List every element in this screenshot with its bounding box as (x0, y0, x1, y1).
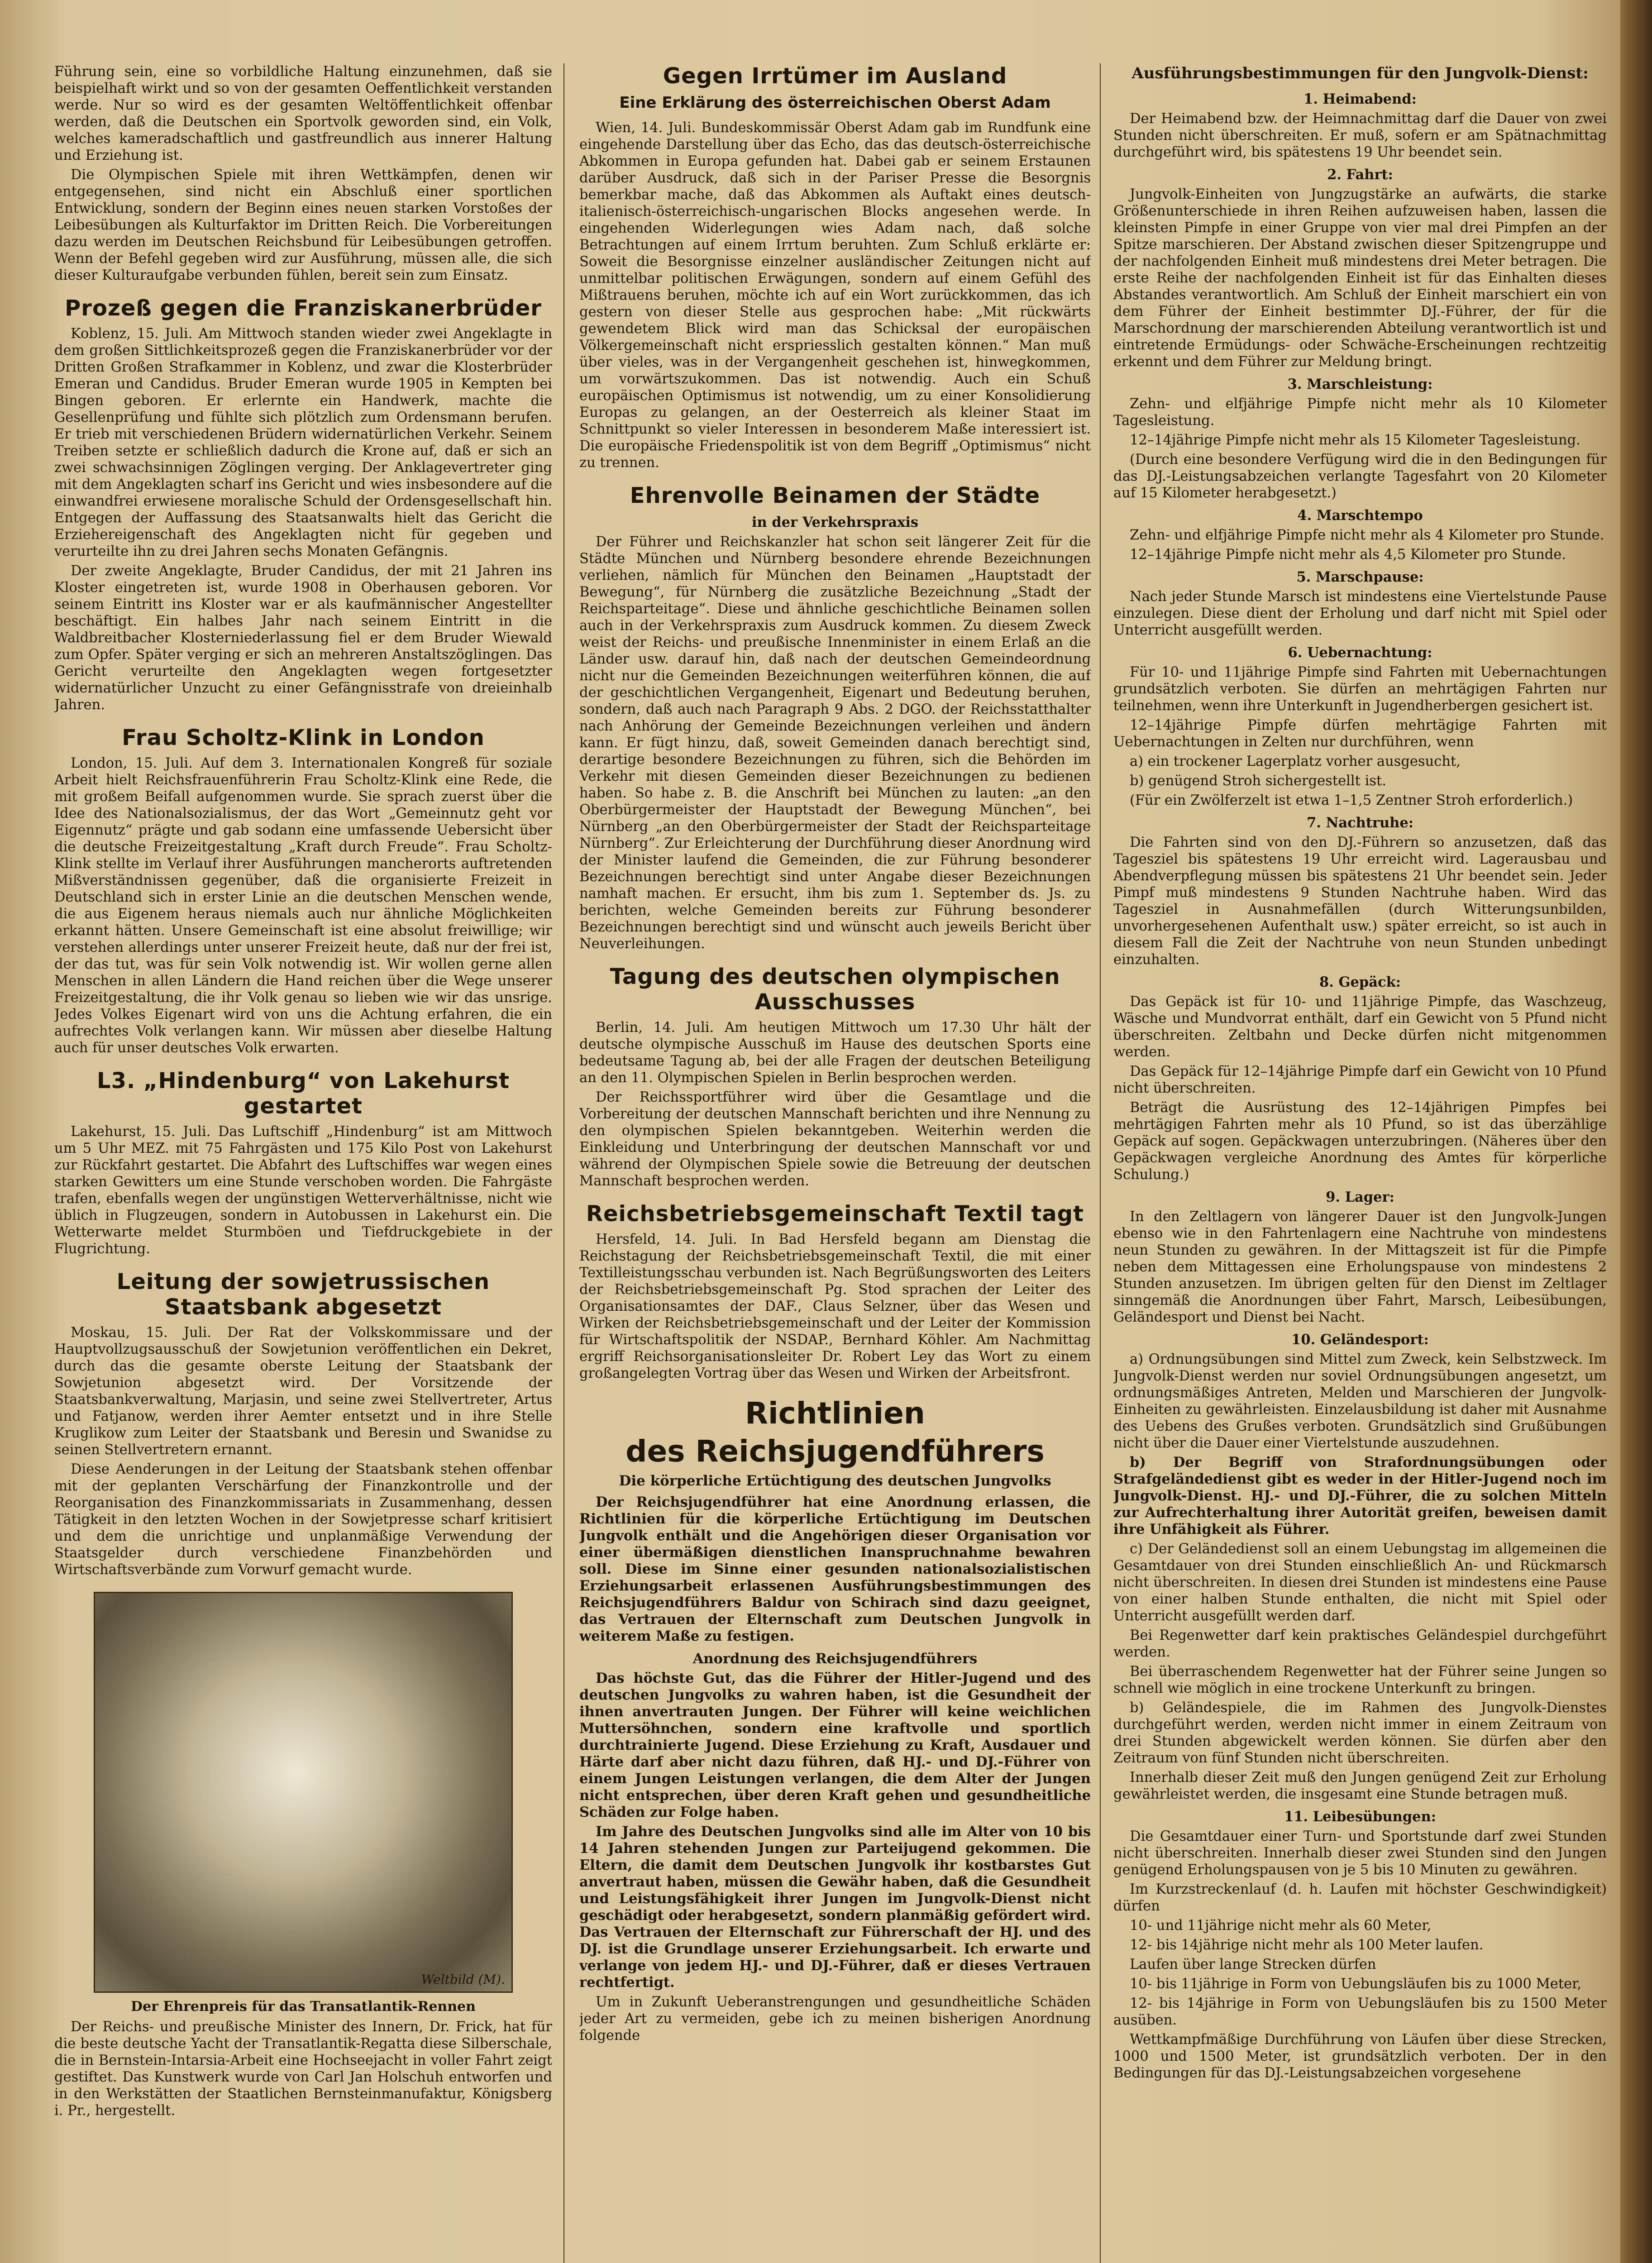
photo-credit: Weltbild (M). (421, 1972, 505, 1987)
section-gepaeck: 8. Gepäck: (1319, 974, 1401, 990)
photo-caption: Der Ehrenpreis für das Transatlantik-Rennen (131, 1999, 476, 2015)
headline-irrtuemer: Gegen Irrtümer im Ausland (663, 63, 1007, 89)
section-marschtempo: 4. Marschtempo (1297, 507, 1423, 524)
leibesuebungen-paragraph-2: Im Kurzstreckenlauf (d. h. Laufen mit höchster Geschwindigkeit) dürfen (1113, 1881, 1607, 1914)
leibesuebungen-paragraph-1: Die Gesamtdauer einer Turn- und Sportstunde darf zwei Stunden nicht überschreiten. Innerhalb dieser zwei Stunden sind den Jungen genügend Erholungspausen von je 5 bis 10 Minuten zu gewähren. (1113, 1829, 1607, 1878)
lager-paragraph: In den Zeltlagern von längerer Dauer ist den Jungvolk-Jungen ebenso wie in den Fahrtenlagern eine Nachtruhe von mindestens neun Stunden zu gewähren. In der Mittagszeit ist für die Pimpfe neben dem Mittagessen eine Erholungspause von mindestens 2 Stunden anzusetzen. Im übrigen gelten für den Dienst im Zeltlager sinngemäß die Anordnungen über Fahrt, Marsch, Leibesübungen, Geländesport und Dienst bei Nacht. (1113, 1209, 1607, 1325)
marschtempo-line-1: Zehn- und elfjährige Pimpfe nicht mehr als 4 Kilometer pro Stunde. (1130, 527, 1604, 543)
section-marschleistung: 3. Marschleistung: (1287, 376, 1433, 392)
subhead-ertuechtigung: Die körperliche Ertüchtigung des deutschen Jungvolks (619, 1473, 1051, 1489)
textil-paragraph: Hersfeld, 14. Juli. In Bad Hersfeld begann am Dienstag die Reichstagung der Reichsbetriebsgemeinschaft Textil, die mit einer Textilleistungsschau verbunden ist. Nach Begrüßungsworten des Leiters der Reichsbetriebsgemeinschaft Pg. Stod sprachen der Leiter des Organisationsamtes der DAF., Claus Selzner, über das Wesen und Wirken der Reichsbetriebsgemeinschaft und der Leiter der Kommission für Wirtschaftspolitik der NSDAP., Bernhard Köhler. Am Nachmittag ergriff Reichsorganisationsleiter Dr. Robert Ley das Wort zu einem großangelegten Vortrag über das Wesen und Wirken der Arbeitsfront. (579, 1232, 1091, 1381)
hindenburg-paragraph: Lakehurst, 15. Juli. Das Luftschiff „Hindenburg“ ist am Mittwoch um 5 Uhr MEZ. mit 75 Fahrgästen und 175 Kilo Post von Lakehurst zur Rückfahrt gestartet. Die Abfahrt des Luftschiffes war wegen eines starken Gewitters um eine Stunde verschoben worden. Die Fahrgäste trafen, ebenfalls wegen der ungünstigen Wetterverhältnisse, nicht wie üblich in Flugzeugen, sondern in Autobussen in Lakehurst ein. Die Wetterwarte meldet Sturmböen und Tiefdruckgebiete in der Flugrichtung. (54, 1124, 552, 1257)
leibesuebungen-paragraph-last: Wettkampfmäßige Durchführung von Läufen über diese Strecken, 1000 und 1500 Meter, ist grundsätzlich verboten. Der in den Bedingungen für das DJ.-Leistungsabzeichen vorgesehene (1113, 2032, 1607, 2081)
uebernachtung-item-a: a) ein trockener Lagerplatz vorher ausgesucht, (1130, 754, 1461, 769)
leibesuebungen-line-1: 10- und 11jährige nicht mehr als 60 Meter, (1130, 1918, 1432, 1934)
page-binding-edge (1620, 0, 1652, 2263)
heimabend-paragraph: Der Heimabend bzw. der Heimnachmittag darf die Dauer von zwei Stunden nicht überschreiten. Er muß, sofern er am Spätnachmittag durchgeführt wird, bis spätestens 19 Uhr beendet sein. (1113, 111, 1607, 160)
gepaeck-paragraph-1: Das Gepäck ist für 10- und 11jährige Pimpfe, das Waschzeug, Wäsche und Mundvorrat enthält, darf ein Gewicht von 5 Pfund nicht überschreiten. Zeltbahn und Decke dürfen nicht mitgenommen werden. (1113, 994, 1607, 1060)
tagung-paragraph-2: Der Reichssportführer wird über die Gesamtlage und die Vorbereitung der deutschen Mannschaft berichten und ihre Nennung zu den olympischen Spielen bekanntgeben. Weiterhin werden die Einkleidung und Unterbringung der deutschen Mannschaft vor und während der Olympischen Spiele sowie die Betreuung der deutschen Mannschaft besprochen werden. (579, 1089, 1091, 1189)
column-rule-2 (1100, 63, 1101, 2263)
beinamen-paragraph: Der Führer und Reichskanzler hat schon seit längerer Zeit für die Städte München und Nürnberg besondere ehrende Bezeichnungen verliehen, nämlich für München den Beinamen „Hauptstadt der Bewegung“, für Nürnberg die zusätzliche Bezeichnung „Stadt der Reichsparteitage“. Diese und ähnliche geschichtliche Beinamen sollen auch in der Verkehrspraxis zum Ausdruck kommen. Zu diesem Zweck weist der Reichs- und preußische Innenminister in einem Erlaß an die Länder usw. darauf hin, daß nach der deutschen Gemeindeordnung nicht nur die Gemeinden Bezeichnungen weiterführen können, die auf der geschichtlichen Vergangenheit, Eigenart und Bedeutung beruhen, sondern, daß auch nach Paragraph 9 Abs. 2 DGO. der Reichsstatthalter nach Anhörung der Gemeinde Bezeichnungen verleihen und ändern kann. Er fügt hinzu, daß, soweit Gemeinden danach berechtigt sind, derartige besondere Bezeichnungen zu führen, sich die Behörden im Verkehr mit diesen Gemeinden dieser Bezeichnungen zu bedienen haben. So habe z. B. die Anschrift bei München zu lauten: „an den Oberbürgermeister der Hauptstadt der Bewegung München“, bei Nürnberg „an den Oberbürgermeister der Stadt der Reichsparteitage Nürnberg“. Zur Erleichterung der Durchführung dieser Anordnung wird der Minister laufend die Gemeinden, die zur Führung besonderer Bezeichnungen berechtigt sind unter Angabe dieser Bezeichnungen namhaft machen. Er ersucht, ihm bis zum 1. September ds. Js. zu berichten, welche Gemeinden bereits zur Führung besonderer Bezeichnungen berechtigt sind und wünscht auch jeweils Bericht über Neuverleihungen. (579, 534, 1091, 952)
gelaendesport-paragraph-g: Innerhalb dieser Zeit muß den Jungen genügend Zeit zur Erholung gewährleistet werden, die insgesamt eine Stunde betragen muß. (1113, 1770, 1607, 1802)
section-nachtruhe: 7. Nachtruhe: (1306, 815, 1414, 831)
gepaeck-paragraph-2: Das Gepäck für 12–14jährige Pimpfe darf ein Gewicht von 10 Pfund nicht überschreiten. (1113, 1064, 1607, 1096)
headline-beinamen: Ehrenvolle Beinamen der Städte (630, 483, 1041, 508)
headline-richtlinien: Richtlinien (745, 1396, 925, 1431)
uebernachtung-item-b: b) genügend Stroh sichergestellt ist. (1130, 773, 1386, 789)
marschleistung-line-1: Zehn- und elfjährige Pimpfe nicht mehr als 10 Kilometer Tagesleistung. (1113, 396, 1607, 429)
section-lager: 9. Lager: (1326, 1189, 1394, 1205)
prozess-paragraph-1: Koblenz, 15. Juli. Am Mittwoch standen wieder zwei Angeklagte in dem großen Sittlichkeitsprozeß gegen die Franziskanerbrüder vor der Dritten Großen Strafkammer in Koblenz, und zwar die Klosterbrüder Emeran und Candidus. Bruder Emeran wurde 1905 in Kempten bei Bingen geboren. Er erlernte ein Handwerk, machte die Gesellenprüfung und fühlte sich plötzlich zum Ordensmann berufen. Er trieb mit verschiedenen Brüdern widernatürlichen Verkehr. Seinem Treiben setzte er schließlich dadurch die Krone auf, daß er sich an zwei schwachsinnigen Zöglingen verging. Der Anklagevertreter ging mit dem Angeklagten scharf ins Gericht und wies insbesondere auf die einwandfrei erwiesene moralische Schuld der Ordensgesellschaft hin. Entgegen der Auffassung des Staatsanwalts hielt das Gericht die Erziehereigenschaft des Angeklagten nicht für gegeben und verurteilte ihn zu drei Jahren sechs Monaten Gefängnis. (54, 326, 552, 559)
leibesuebungen-line-4: 10- bis 11jährige in Form von Uebungsläufen bis zu 1000 Meter, (1130, 1976, 1582, 1992)
richtlinien-paragraph-2: Das höchste Gut, das die Führer der Hitler-Jugend und des deutschen Jungvolks zu wahren haben, ist die Gesundheit der ihnen anvertrauten Jungen. Der Führer will keine weichlichen Muttersöhnchen, sondern eine kraftvolle und sportlich durchtrainierte Jugend. Diese Erziehung zu Kraft, Ausdauer und Härte darf aber nicht dazu führen, daß HJ.- und DJ.-Führer von einem Jungen Leistungen verlangen, die dem Alter der Jungen nicht entsprechen, über deren Kraft gehen und gesundheitliche Schäden zur Folge haben. (579, 1670, 1091, 1820)
headline-scholtz-klink: Frau Scholtz-Klink in London (122, 725, 485, 750)
column-3 (1113, 63, 1607, 2263)
section-fahrt: 2. Fahrt: (1327, 167, 1393, 183)
gelaendesport-paragraph-e: Bei überraschendem Regenwetter hat der Führer seine Jungen so schnell wie möglich in eine trockene Unterkunft zu bringen. (1113, 1664, 1607, 1696)
leibesuebungen-line-2: 12- bis 14jährige nicht mehr als 100 Meter laufen. (1130, 1937, 1484, 1953)
gelaendesport-item-b: b) Der Begriff von Strafordnungsübungen oder Strafgeländedienst gibt es weder in der Hitler-Jugend noch im Jungvolk-Dienst. HJ.- und DJ.-Führer, die zu solchen Mitteln zur Aufrechterhaltung ihrer Autorität greifen, beweisen damit ihre Unfähigkeit als Führer. (1113, 1454, 1607, 1537)
headline-reichsjugendfuehrer: des Reichsjugendführers (625, 1434, 1045, 1469)
gepaeck-paragraph-3: Beträgt die Ausrüstung des 12–14jährigen Pimpfes bei mehrtägigen Fahrten mehr als 10 Pfund, so ist das überzählige Gepäck auf sogen. Gepäckwagen unterzubringen. (Näheres über den Gepäckwagen vergleiche Anordnung des Amtes für körperliche Schulung.) (1113, 1100, 1607, 1183)
richtlinien-paragraph-4: Um in Zukunft Ueberanstrengungen und gesundheitliche Schäden jeder Art zu vermeiden, gebe ich zu meinen bisherigen Anordnung folgende (579, 1994, 1091, 2043)
section-gelaendesport: 10. Geländesport: (1291, 1332, 1429, 1348)
subhead-anordnung: Anordnung des Reichsjugendführers (692, 1651, 978, 1667)
headline-hindenburg: L3. „Hindenburg“ von Lakehurst gestartet (96, 1068, 510, 1119)
uebernachtung-paragraph-1: Für 10- und 11jährige Pimpfe sind Fahrten mit Uebernachtungen grundsätzlich verboten. Sie dürfen an mehrtägigen Fahrten nur teilnehmen, wenn ihre Unterkunft in Jugendherbergen gesichert ist. (1113, 664, 1607, 714)
intro-paragraph-2: Die Olympischen Spiele mit ihren Wettkämpfen, denen wir entgegensehen, sind nicht ein Abschluß einer sportlichen Entwicklung, sondern der Beginn eines neuen starken Vorstoßes der Leibesübungen als Kulturfaktor im Dritten Reich. Die Vorbereitungen dazu werden im Deutschen Reichsbund für Leibesübungen getroffen. Wenn der Befehl gegeben wird zur Ausführung, müssen alle, die sich dieser Kulturaufgabe verbunden fühlen, bereit sein zum Einsatz. (54, 167, 552, 283)
section-leibesuebungen: 11. Leibesübungen: (1284, 1809, 1437, 1825)
scholtz-paragraph: London, 15. Juli. Auf dem 3. Internationalen Kongreß für soziale Arbeit hielt Reichsfrauenführerin Frau Scholtz-Klink eine Rede, die mit großem Beifall aufgenommen wurde. Sie sprach zuerst über die Idee des Nationalsozialismus, der das Wort „Gemeinnutz geht vor Eigennutz“ prägte und gab sodann eine umfassende Uebersicht über die deutsche Freizeitgestaltung „Kraft durch Freude“. Frau Scholtz-Klink stellte im Verlauf ihrer Ausführungen mancherorts auftretenden Mißverständnissen gegenüber, daß die organisierte Freizeit in Deutschland sich in erster Linie an die deutschen Menschen wende, die aus Eigenem heraus niemals auch nur ähnliche Möglichkeiten erkannt hätten. Unsere Gemeinschaft ist eine absolut freiwillige; wir verstehen allerdings unter unserer Freizeit heute, daß nur der frei ist, der das tut, was für sein Volk notwendig ist. Wir wollen gerne allen Menschen in allen Ländern die Hand reichen über die Wege unserer Freizeitgestaltung, die ihr Volk genau so lieben wie wir das unsrige. Jedes Volkes Eigenart wird von uns die Achtung erfahren, die ein aufrechtes Volk verlangen kann. Wir müssen aber dieselbe Haltung auch für unser deutsches Volk erwarten. (54, 755, 552, 1056)
intro-paragraph-1: Führung sein, eine so vorbildliche Haltung einzunehmen, daß sie beispielhaft wirkt und so von der gesamten Oeffentlichkeit verstanden werde. Nur so wird es der gesamten Weltöffentlichkeit offenbar werden, daß die Deutschen ein Sportvolk geworden sind, ein Volk, welches kameradschaftlich und gastfreundlich aus innerer Haltung und Erziehung ist. (54, 64, 552, 163)
richtlinien-paragraph-1: Der Reichsjugendführer hat eine Anordnung erlassen, die Richtlinien für die körperliche Ertüchtigung im Deutschen Jungvolk enthält und die Angehörigen dieser Organisation vor einer übermäßigen dienstlichen Inanspruchnahme bewahren soll. Diese im Sinne einer gesunden nationalsozialistischen Erziehungsarbeit erlassenen Ausführungsbestimmungen des Reichsjugendführers Baldur von Schirach sind dazu geeignet, das Vertrauen der Elternschaft zum Deutschen Jungvolk in weiterem Maße zu festigen. (579, 1494, 1091, 1644)
gelaendesport-paragraph-f: b) Geländespiele, die im Rahmen des Jungvolk-Dienstes durchgeführt werden, werden nicht immer in einem Zeitraum von drei Stunden abgewickelt werden können. Sie dürfen aber den Zeitraum von fünf Stunden nicht überschreiten. (1113, 1700, 1607, 1766)
section-uebernachtung: 6. Uebernachtung: (1288, 645, 1432, 661)
column-2 (579, 63, 1091, 2263)
gelaendesport-item-a: a) Ordnungsübungen sind Mittel zum Zweck, kein Selbstzweck. Im Jungvolk-Dienst werden nur soviel Ordnungsübungen angesetzt, um ordnungsmäßiges Antreten, Melden und Marschieren der Jungvolk-Einheiten zu gewährleisten. Einzelausbildung ist daher mit Ausnahme des Uebens des Grußes verboten. Grundsätzlich sind Grußübungen nicht über die Dauer einer Viertelstunde auszudehnen. (1113, 1351, 1607, 1451)
fahrt-paragraph: Jungvolk-Einheiten von Jungzugstärke an aufwärts, die starke Größenunterschiede in ihren Reihen aufzuweisen haben, lassen die kleinsten Pimpfe in einer Gruppe von vier mal drei Pimpfen an der Spitze marschieren. Der Abstand zwischen dieser Spitzengruppe und der nachfolgenden Einheit muß mindestens drei Meter betragen. Die erste Reihe der nachfolgenden Einheit ist für das Einhalten dieses Abstandes verantwortlich. Am Schluß der Einheit marschiert ein von dem Führer der Einheit bestimmter DJ.-Führer, der für die Marschordnung der marschierenden Abteilung verantwortlich ist und eintretende Ermüdungs- oder Schwäche-Erscheinungen rechtzeitig erkennt und dem Führer zur Meldung bringt. (1113, 186, 1607, 370)
richtlinien-paragraph-3: Im Jahre des Deutschen Jungvolks sind alle im Alter von 10 bis 14 Jahren stehenden Jungen zur Parteijugend gekommen. Die Eltern, die damit dem Deutschen Jungvolk ihr kostbarstes Gut anvertraut haben, müssen die Gewähr haben, daß die Gesundheit und Leistungsfähigkeit ihrer Jungen im Jungvolk-Dienst nicht geschädigt oder herabgesetzt, sondern planmäßig gefördert wird. Das Vertrauen der Elternschaft zur Führerschaft der HJ. und des DJ. ist die Grundlage unserer Erziehungsarbeit. Ich erwarte und verlange von jedem HJ.- und DJ.-Führer, daß er dieses Vertrauen rechtfertigt. (579, 1824, 1091, 1991)
marschpause-paragraph: Nach jeder Stunde Marsch ist mindestens eine Viertelstunde Pause einzulegen. Diese dient der Erholung und darf nicht mit Spiel oder Unterricht ausgefüllt werden. (1113, 589, 1607, 638)
section-heimabend: 1. Heimabend: (1303, 91, 1417, 107)
staatsbank-paragraph-1: Moskau, 15. Juli. Der Rat der Volkskommissare und der Hauptvollzugsausschuß der Sowjetunion veröffentlichen ein Dekret, durch das die gesamte oberste Leitung der Staatsbank der Sowjetunion abgesetzt wird. Der Vorsitzende der Staatsbankverwaltung, Marjasin, und seine zwei Stellvertreter, Artus und Fatjanow, werden ihrer Aemter entsetzt und in ihre Stelle Kruglikow zum Leiter der Staatsbank und Beresin und Swanidse zu seinen Stellvertretern ernannt. (54, 1325, 552, 1458)
leibesuebungen-line-3: Laufen über lange Strecken dürfen (1130, 1957, 1376, 1972)
uebernachtung-note: (Für ein Zwölferzelt ist etwa 1–1,5 Zentner Stroh erforderlich.) (1130, 793, 1573, 808)
gelaendesport-paragraph-d: Bei Regenwetter darf kein praktisches Geländespiel durchgeführt werden. (1113, 1628, 1607, 1660)
prozess-paragraph-2: Der zweite Angeklagte, Bruder Candidus, der mit 21 Jahren ins Kloster eingetreten ist, wurde 1908 in Oberhausen geboren. Vor seinem Eintritt ins Kloster war er als kaufmännischer Angestellter beschäftigt. Ein halbes Jahr nach seinem Eintritt in die Waldbreitbacher Klosterniederlassung fiel er dem Bruder Wiewald zum Opfer. Später verging er sich an mehreren Anstaltszöglingen. Das Gericht verurteilte den Angeklagten wegen fortgesetzter widernatürlicher Unzucht zu einer Gefängnisstrafe von dreieinhalb Jahren. (54, 563, 552, 713)
headline-ausfuehrungsbestimmungen: Ausführungsbestimmungen für den Jungvolk-Dienst: (1132, 64, 1589, 82)
subhead-irrtuemer: Eine Erklärung des österreichischen Oberst Adam (619, 94, 1051, 112)
silver-bowl-photo (94, 1592, 513, 1993)
headline-staatsbank: Leitung der sowjetrussischen Staatsbank abgesetzt (116, 1269, 490, 1320)
section-marschpause: 5. Marschpause: (1296, 569, 1424, 585)
uebernachtung-paragraph-2: 12–14jährige Pimpfe dürfen mehrtägige Fahrten mit Uebernachtungen in Zelten nur durchführen, wenn (1113, 717, 1607, 750)
caption-paragraph: Der Reichs- und preußische Minister des Innern, Dr. Frick, hat für die beste deutsche Yacht der Transatlantik-Regatta diese Silberschale, die in Bernstein-Intarsia-Arbeit eine Hochseejacht in voller Fahrt zeigt gestiftet. Das Kunstwerk wurde von Carl Jan Holschuh entworfen und in den Werkstätten der Staatlichen Bernsteinmanufaktur, Königsberg i. Pr., hergestellt. (54, 2019, 552, 2119)
irrtuemer-paragraph: Wien, 14. Juli. Bundeskommissär Oberst Adam gab im Rundfunk eine eingehende Darstellung über das Echo, das das deutsch-österreichische Abkommen in Europa gefunden hat. Dabei gab er seinem Erstaunen darüber Ausdruck, daß sich in der Pariser Presse die Besorgnis bemerkbar mache, daß das Abkommen als Auftakt eines deutsch-italienisch-österreichisch-ungarischen Blocks angesehen werde. In eingehenden Widerlegungen wies Adam nach, daß solche Betrachtungen auf einem Irrtum beruhten. Zum Schluß erklärte er: Soweit die Besorgnisse einzelner ausländischer Zeitungen nicht auf unmittelbar politischen Erwägungen, sondern auf einem Gefühl des Mißtrauens beruhen, möchte ich auf ein Wort zurückkommen, das ich gestern von dieser Stelle aus gesprochen habe: „Mit rückwärts gewendetem Blick wird man das Schicksal der europäischen Völkergemeinschaft nicht erspriesslich gestalten können.“ Man muß über vieles, was in der Vergangenheit geschehen ist, hinwegkommen, um vorwärtszukommen. Das ist notwendig. Auch ein Schuß europäischen Optimismus ist notwendig, um zu einer Konsolidierung Europas zu gelangen, an der Oesterreich als kleiner Staat im Schnittpunkt so vieler Interessen in besonderem Maße interessiert ist. Die europäische Friedenspolitik ist von dem Begriff „Optimismus“ nicht zu trennen. (579, 120, 1091, 471)
gelaendesport-item-c: c) Der Geländedienst soll an einem Uebungstag im allgemeinen die Gesamtdauer von drei Stunden einschließlich An- und Rückmarsch nicht überschreiten. In diesen drei Stunden ist mindestens eine Pause von einer halben Stunde enthalten, die nicht mit Spiel oder Unterricht ausgefüllt werden darf. (1113, 1541, 1607, 1624)
marschleistung-line-2: 12–14jährige Pimpfe nicht mehr als 15 Kilometer Tagesleistung. (1130, 432, 1580, 448)
marschtempo-line-2: 12–14jährige Pimpfe nicht mehr als 4,5 Kilometer pro Stunde. (1130, 547, 1566, 563)
column-1 (54, 63, 552, 2263)
tagung-paragraph-1: Berlin, 14. Juli. Am heutigen Mittwoch um 17.30 Uhr hält der deutsche olympische Ausschuß im Hause des deutschen Sports eine bedeutsame Tagung ab, bei der alle Fragen der deutschen Beteiligung an den 11. Olympischen Spielen in Berlin besprochen werden. (579, 1020, 1091, 1086)
nachtruhe-paragraph: Die Fahrten sind von den DJ.-Führern so anzusetzen, daß das Tagesziel bis spätestens 19 Uhr erreicht wird. Lagerausbau und Abendverpflegung müssen bis spätestens 21 Uhr beendet sein. Jeder Pimpf muß mindestens 9 Stunden Nachtruhe haben. Wird das Tagesziel in Ausnahmefällen (durch Witterungsunbilden, unvorhergesehenen Aufenthalt usw.) später erreicht, so ist auch in diesem Fall die Zeit der Nachtruhe von neun Stunden unbedingt einzuhalten. (1113, 835, 1607, 968)
staatsbank-paragraph-2: Diese Aenderungen in der Leitung der Staatsbank stehen offenbar mit der geplanten Verschärfung der Finanzkontrolle und der Reorganisation des Finanzkommissariats in Zusammenhang, dessen Tätigkeit in den letzten Wochen in der Sowjetpresse scharf kritisiert und dem die unrichtige und unplanmäßige Verwendung der Staatsgelder durch verschiedene Finanzbehörden und Wirtschaftsverbände zum Vorwurf gemacht wurde. (54, 1461, 552, 1578)
headline-textil: Reichsbetriebsgemeinschaft Textil tagt (586, 1201, 1084, 1227)
column-rule-1 (563, 63, 564, 2263)
leibesuebungen-line-5: 12- bis 14jährige in Form von Uebungsläufen bis zu 1500 Meter ausüben. (1113, 1996, 1607, 2028)
headline-prozess: Prozeß gegen die Franziskanerbrüder (65, 296, 542, 321)
subhead-beinamen: in der Verkehrspraxis (751, 514, 919, 530)
headline-tagung: Tagung des deutschen olympischen Ausschusses (610, 964, 1060, 1015)
marschleistung-note: (Durch eine besondere Verfügung wird die in den Bedingungen für das DJ.-Leistungsabzeichen verlangte Tagesfahrt von 20 Kilometer auf 15 Kilometer herabgesetzt.) (1113, 452, 1607, 501)
